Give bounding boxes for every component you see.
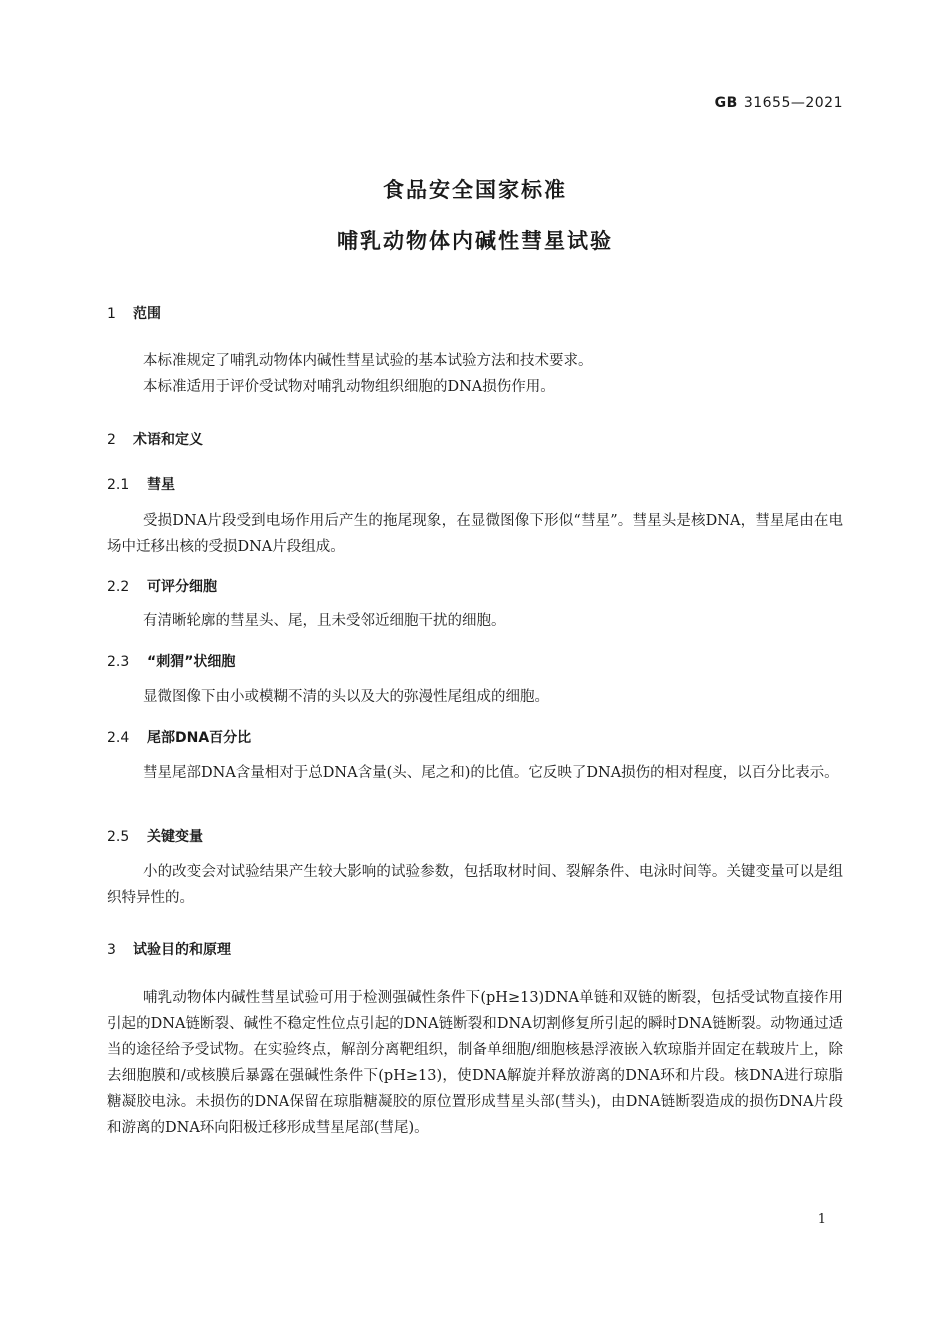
section-3-heading <box>107 939 231 959</box>
section-2-3-heading <box>107 651 235 671</box>
section-2-4-paragraph: 彗星尾部DNA含量相对于总DNA含量(头、尾之和)的比值。它反映了DNA损伤的相对程度，以百分比表示。 <box>143 765 839 781</box>
section-3-paragraph: 哺乳动物体内碱性彗星试验可用于检测强碱性条件下(pH≥13)DNA单链和双链的断裂，包括受试物直接作用引起的DNA链断裂、碱性不稳定性位点引起的DNA链断裂和DNA切割修复所引起的瞬时DNA链断裂。动物通过适当的途径给予受试物。在实验终点，解剖分离靶组织，制备单细胞/细胞核悬浮液嵌入软琼脂并固定在载玻片上，除去细胞膜和/或核膜后暴露在强碱性条件下(pH≥13)，使DNA解旋并释放游离的DNA环和片段。核DNA进行琼脂糖凝胶电泳。未损伤的DNA保留在琼脂糖凝胶的原位置形成彗星头部(彗头)，由DNA链断裂造成的损伤DNA片段和游离的DNA环向阳极迁移形成彗星尾部(彗尾)。 <box>107 990 843 1136</box>
section-number: 2.1 <box>107 477 130 493</box>
section-number: 2.4 <box>107 730 130 746</box>
section-title: 尾部DNA百分比 <box>147 730 252 746</box>
standard-number: 31655—2021 <box>743 95 843 111</box>
standard-prefix: GB <box>714 95 738 111</box>
section-number: 3 <box>107 942 116 958</box>
section-2-4-heading <box>107 727 251 747</box>
section-number: 2.2 <box>107 579 130 595</box>
section-1-heading <box>107 303 161 323</box>
section-title: 可评分细胞 <box>147 579 217 595</box>
section-2-3-paragraph: 显微图像下由小或模糊不清的头以及大的弥漫性尾组成的细胞。 <box>143 689 549 705</box>
section-title: 术语和定义 <box>133 432 203 448</box>
section-title: 彗星 <box>147 477 175 493</box>
section-number: 2.5 <box>107 829 130 845</box>
document-title-line2: 哺乳动物体内碱性彗星试验 <box>337 229 613 253</box>
section-number: 2 <box>107 432 116 448</box>
section-2-1-paragraph: 受损DNA片段受到电场作用后产生的拖尾现象，在显微图像下形似“彗星”。彗星头是核DNA，彗星尾由在电场中迁移出核的受损DNA片段组成。 <box>107 513 843 555</box>
section-2-1-heading <box>107 474 175 494</box>
standard-code-header <box>715 95 843 111</box>
page-number: 1 <box>817 1212 826 1227</box>
section-1-paragraph-1: 本标准规定了哺乳动物体内碱性彗星试验的基本试验方法和技术要求。 <box>143 353 593 369</box>
section-number: 2.3 <box>107 654 130 670</box>
section-title: “刺猬”状细胞 <box>147 654 236 670</box>
section-title: 关键变量 <box>147 829 203 845</box>
section-title: 范围 <box>133 306 161 322</box>
section-title: 试验目的和原理 <box>133 942 231 958</box>
section-2-2-heading <box>107 576 217 596</box>
section-2-5-paragraph: 小的改变会对试验结果产生较大影响的试验参数，包括取材时间、裂解条件、电泳时间等。关键变量可以是组织特异性的。 <box>107 864 843 906</box>
section-2-5-heading <box>107 826 203 846</box>
section-1-paragraph-2: 本标准适用于评价受试物对哺乳动物组织细胞的DNA损伤作用。 <box>143 379 555 395</box>
document-title-line1: 食品安全国家标准 <box>383 178 567 202</box>
section-2-heading <box>107 429 203 449</box>
section-2-2-paragraph: 有清晰轮廓的彗星头、尾，且未受邻近细胞干扰的细胞。 <box>143 613 506 629</box>
section-number: 1 <box>107 306 116 322</box>
